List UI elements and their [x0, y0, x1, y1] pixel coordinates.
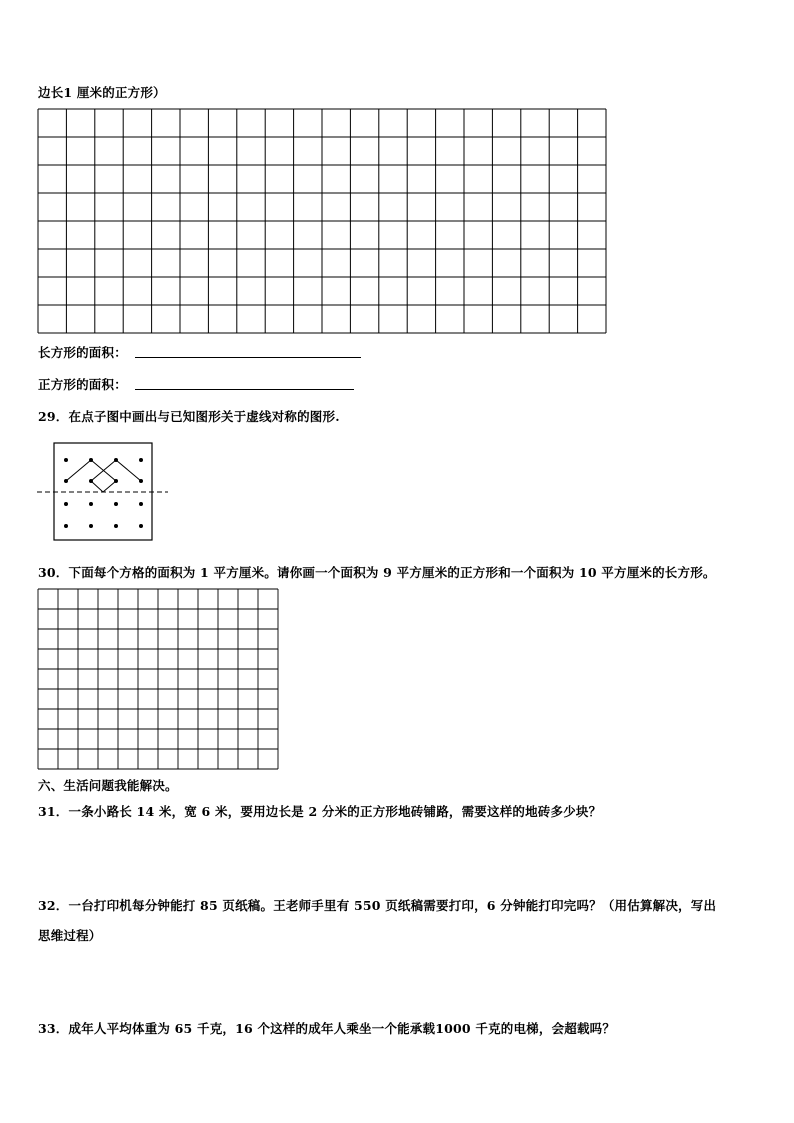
dot-diagram[interactable]	[37, 443, 168, 540]
square-grid-2[interactable]	[38, 589, 278, 769]
grid-dot	[89, 479, 93, 483]
square-grid-1[interactable]	[38, 109, 606, 333]
given-shape-lower-vee	[91, 481, 116, 492]
section-6-heading: 六、生活问题我能解决。	[38, 778, 178, 793]
grid-dot	[114, 458, 118, 462]
rect-area-label: 长方形的面积：	[38, 345, 127, 360]
question-33: 33．成年人平均体重为 65 千克，16 个这样的成年人乘坐一个能承载1000 千克的电梯，会超载吗？	[38, 1021, 616, 1036]
grid-dot	[64, 458, 68, 462]
given-shape-right-arch	[91, 460, 141, 481]
grid-dot	[139, 524, 143, 528]
grid-dot	[89, 524, 93, 528]
grid-dot	[64, 479, 68, 483]
question-31: 31．一条小路长 14 米，宽 6 米，要用边长是 2 分米的正方形地砖铺路，需要这样的地砖多少块？	[38, 804, 602, 819]
question-32-line-2: 思维过程）	[38, 928, 102, 943]
grid-dot	[64, 524, 68, 528]
grid-dot	[139, 502, 143, 506]
grid-dot	[114, 502, 118, 506]
question-32-line-1: 32．一台打印机每分钟能打 85 页纸稿。王老师手里有 550 页纸稿需要打印，6 分钟能打印完吗？（用估算解决，写出	[38, 898, 717, 913]
grid-dot	[114, 479, 118, 483]
grid-dot	[89, 458, 93, 462]
intro-tail-text: 边长1 厘米的正方形）	[38, 85, 166, 100]
given-shape-left-arch	[66, 460, 116, 481]
square-area-answer-blank[interactable]	[135, 389, 354, 390]
grid-dot	[114, 524, 118, 528]
grid-dot	[139, 479, 143, 483]
rect-area-answer-blank[interactable]	[135, 357, 361, 358]
grid-dot	[64, 502, 68, 506]
grid-dot	[139, 458, 143, 462]
grid-dot	[89, 502, 93, 506]
question-30: 30．下面每个方格的面积为 1 平方厘米。请你画一个面积为 9 平方厘米的正方形和一个面积为 10 平方厘米的长方形。	[38, 565, 716, 580]
question-29: 29．在点子图中画出与已知图形关于虚线对称的图形.	[38, 409, 340, 424]
square-area-label: 正方形的面积：	[38, 377, 127, 392]
